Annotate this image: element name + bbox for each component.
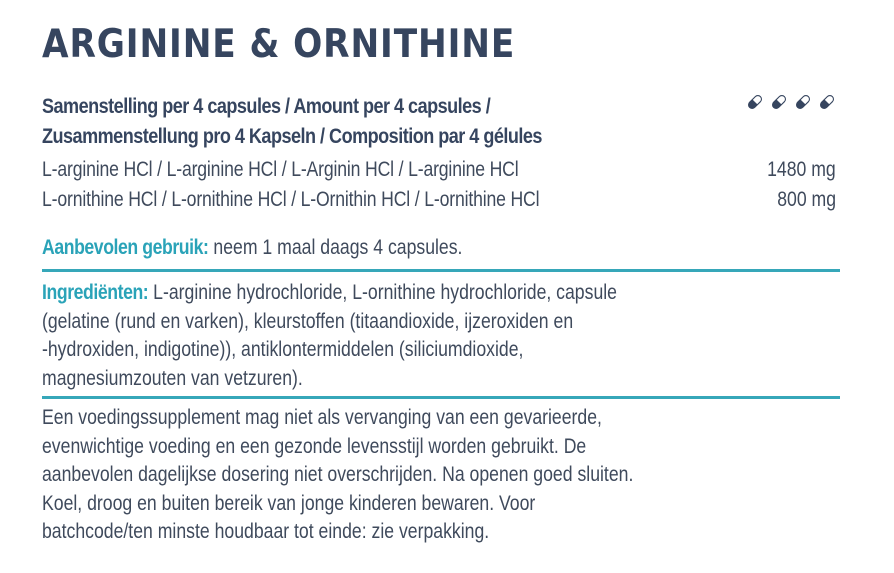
composition-row-arginine [42,156,836,184]
composition-header-line: Zusammenstellung pro 4 Kapseln / Composition par 4 gélules [42,125,542,148]
ingredients-line [42,279,827,308]
composition-header [42,92,644,152]
ingredients-line: magnesiumzouten van vetzuren). [42,366,303,390]
notice-line: aanbevolen dagelijkse dosering niet overschrijden. Na openen goed sluiten. [42,463,634,486]
notice-line: Koel, droog en buiten bereik van jonge kinderen bewaren. Voor [42,491,536,515]
ingredients-line: -hydroxiden, indigotine)), antiklontermiddelen (siliciumdioxide, [42,338,524,361]
composition-header-line: Samenstelling per 4 capsules / Amount per 4 capsules / [42,95,491,118]
supplement-notice [42,404,827,547]
section-divider [42,269,840,272]
ingredients-section [42,279,827,393]
recommended-use-label: Aanbevolen gebruik: [42,236,209,259]
serving-capsule-icons [746,93,836,111]
ingredients-line: (gelatine (rund en varken), kleurstoffen (titaandioxide, ijzeroxiden en [42,309,574,333]
ingredients-label: Ingrediënten: [42,281,149,304]
section-divider [42,396,840,399]
capsule-icon [818,93,836,111]
recommended-use [42,234,462,262]
ingredient-amount: 1480 mg [767,158,836,181]
capsule-icon [770,93,788,111]
capsule-icon [746,93,764,111]
notice-line: evenwichtige voeding en een gezonde levensstijl worden gebruikt. De [42,434,587,458]
ingredient-name: L-arginine HCl / L-arginine HCl / L-Arginin HCl / L-arginine HCl [42,158,519,181]
ingredient-name: L-ornithine HCl / L-ornithine HCl / L-Ornithin HCl / L-ornithine HCl [42,188,540,211]
notice-line: Een voedingssupplement mag niet als vervanging van een gevarieerde, [42,406,602,429]
product-title: ARGININE & ORNITHINE [42,22,516,67]
ingredient-amount: 800 mg [777,188,836,211]
ingredients-text: L-arginine hydrochloride, L-ornithine hydrochloride, capsule [148,281,617,304]
notice-line: batchcode/ten minste houdbaar tot einde: zie verpakking. [42,520,490,543]
recommended-use-text: neem 1 maal daags 4 capsules. [208,236,463,259]
capsule-icon [794,93,812,111]
composition-row-ornithine [42,186,836,214]
